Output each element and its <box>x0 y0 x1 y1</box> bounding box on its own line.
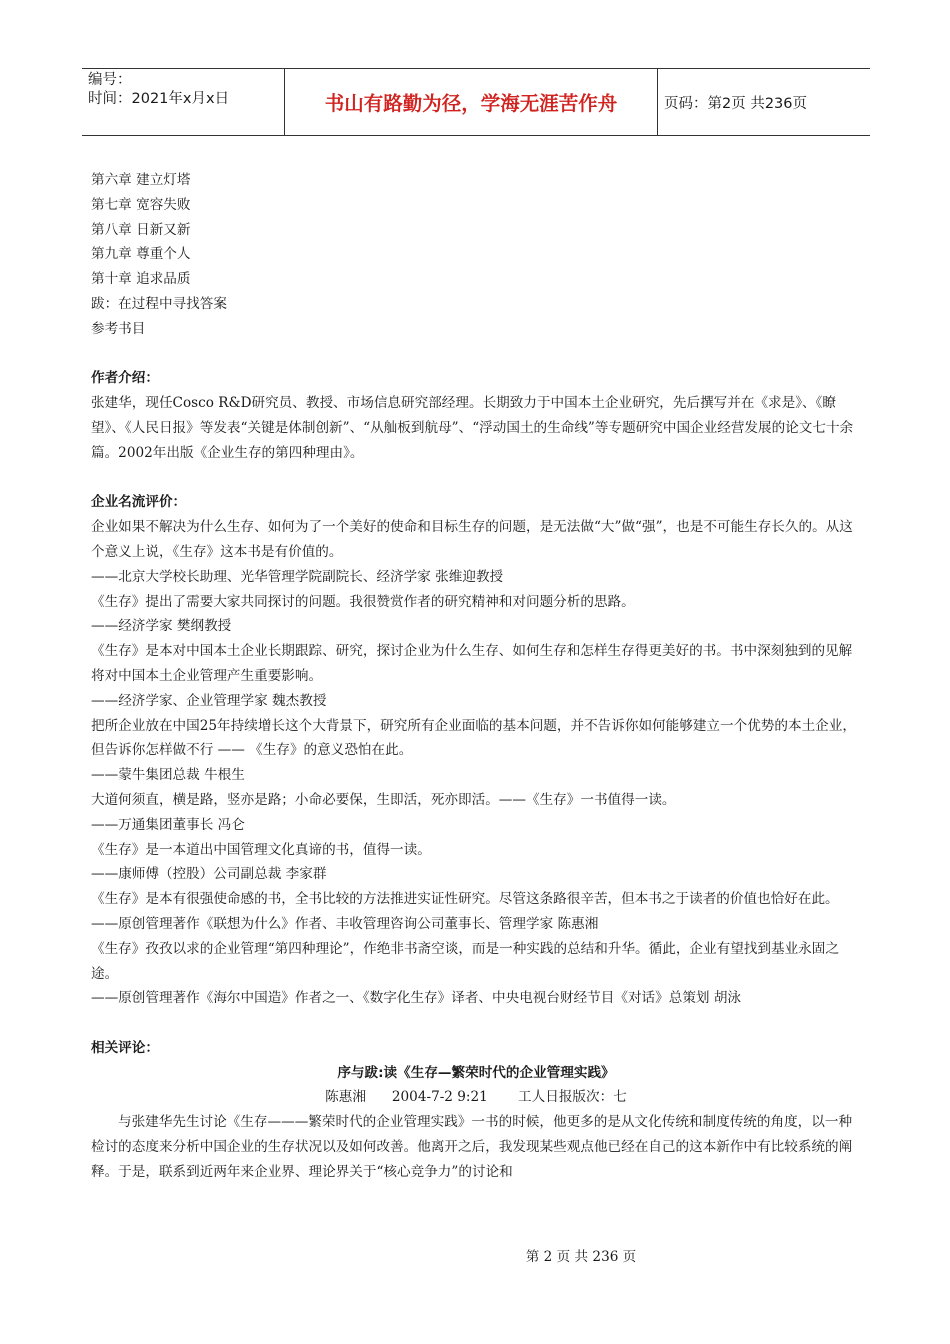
review-attribution: ——康师傅（控股）公司副总裁 李家群 <box>91 866 327 883</box>
toc-item: 跋：在过程中寻找答案 <box>91 295 227 312</box>
article-title: 序与跋:读《生存—繁荣时代的企业管理实践》 <box>337 1064 615 1081</box>
toc-item: 参考书目 <box>91 320 146 337</box>
review-attribution: ——万通集团董事长 冯仑 <box>91 816 245 833</box>
time-label: 时间：2021年x月x日 <box>88 91 230 107</box>
footer-page-number: 第 2 页 共 236 页 <box>525 1249 637 1265</box>
review-attribution: ——蒙牛集团总裁 牛根生 <box>91 767 245 784</box>
page-footer <box>0 1245 950 1265</box>
review-text: 《生存》是一本道出中国管理文化真谛的书，值得一读。 <box>91 841 431 858</box>
toc-item: 第九章 尊重个人 <box>91 246 191 263</box>
toc-item: 第七章 宽容失败 <box>91 196 191 213</box>
number-label: 编号： <box>88 72 132 88</box>
review-text: 《生存》是本有很强使命感的书，全书比较的方法推进实证性研究。尽管这条路很辛苦，但本书之于读者的价值也恰好在此。 <box>91 891 839 908</box>
page-header <box>82 68 870 136</box>
review-attribution: ——原创管理著作《联想为什么》作者、丰收管理咨询公司董事长、管理学家 陈惠湘 <box>91 915 599 932</box>
header-meta <box>82 69 285 135</box>
related-heading: 相关评论： <box>91 1039 159 1056</box>
reviews-list <box>91 515 861 1011</box>
review-text: 大道何须直，横是路，竖亦是路；小命必要保，生即活，死亦即活。——《生存》一书值得一读。 <box>91 791 676 808</box>
author-heading: 作者介绍： <box>91 370 159 387</box>
review-text: 《生存》孜孜以求的企业管理“第四种理论”，作绝非书斋空谈，而是一种实践的总结和升华。循此，企业有望找到基业永固之途。 <box>91 940 839 982</box>
review-attribution: ——经济学家 樊纲教授 <box>91 618 232 635</box>
review-text: 企业如果不解决为什么生存、如何为了一个美好的使命和目标生存的问题，是无法做“大”做“强”，也是不可能生存长久的。从这个意义上说，《生存》这本书是有价值的。 <box>91 519 853 560</box>
review-text: 把所企业放在中国25年持续增长这个大背景下，研究所有企业面临的基本问题，并不告诉你如何能够建立一个优势的本土企业，但告诉你怎样做不行 —— 《生存》的意义恐怕在此。 <box>91 717 856 759</box>
toc-item: 第六章 建立灯塔 <box>91 172 191 188</box>
review-text: 《生存》提出了需要大家共同探讨的问题。我很赞赏作者的研究精神和对问题分析的思路。 <box>91 593 635 610</box>
review-text: 《生存》是本对中国本土企业长期跟踪、研究，探讨企业为什么生存、如何生存和怎样生存得更美好的书。书中深刻独到的见解将对中国本土企业管理产生重要影响。 <box>91 643 853 684</box>
table-of-contents <box>91 168 861 342</box>
toc-item: 第八章 日新又新 <box>91 221 191 238</box>
author-bio: 张建华，现任Cosco R&D研究员、教授、市场信息研究部经理。长期致力于中国本土企业研究，先后撰写并在《求是》、《瞭望》、《人民日报》等发表“关键是体制创新”、“从舢板到航母”、“浮动国土的生命线”等专题研究中国企业经营发展的论文七十余篇。2002年出版《企业生存的第四种理由》。 <box>91 395 854 461</box>
header-page-info: 页码：第2页 共236页 <box>664 95 808 112</box>
review-attribution: ——经济学家、企业管理学家 魏杰教授 <box>91 692 327 709</box>
toc-item: 第十章 追求品质 <box>91 271 191 288</box>
review-attribution: ——北京大学校长助理、光华管理学院副院长、经济学家 张维迎教授 <box>91 568 504 585</box>
article-meta: 陈惠湘 2004-7-2 9:21 工人日报版次：七 <box>325 1089 627 1106</box>
header-motto: 书山有路勤为径，学海无涯苦作舟 <box>285 69 658 135</box>
reviews-heading: 企业名流评价： <box>91 494 187 511</box>
article-body: 与张建华先生讨论《生存———繁荣时代的企业管理实践》一书的时候，他更多的是从文化传统和制度传统的角度，以一种检讨的态度来分析中国企业的生存状况以及如何改善。他离开之后，我发现某些观点他已经在自己的这本新作中有比较系统的阐释。于是，联系到近两年来企业界、理论界关于“核心竞争力”的讨论和 <box>91 1114 853 1180</box>
document-body <box>91 168 861 1185</box>
review-attribution: ——原创管理著作《海尔中国造》作者之一、《数字化生存》译者、中央电视台财经节目《对话》总策划 胡泳 <box>91 990 742 1007</box>
